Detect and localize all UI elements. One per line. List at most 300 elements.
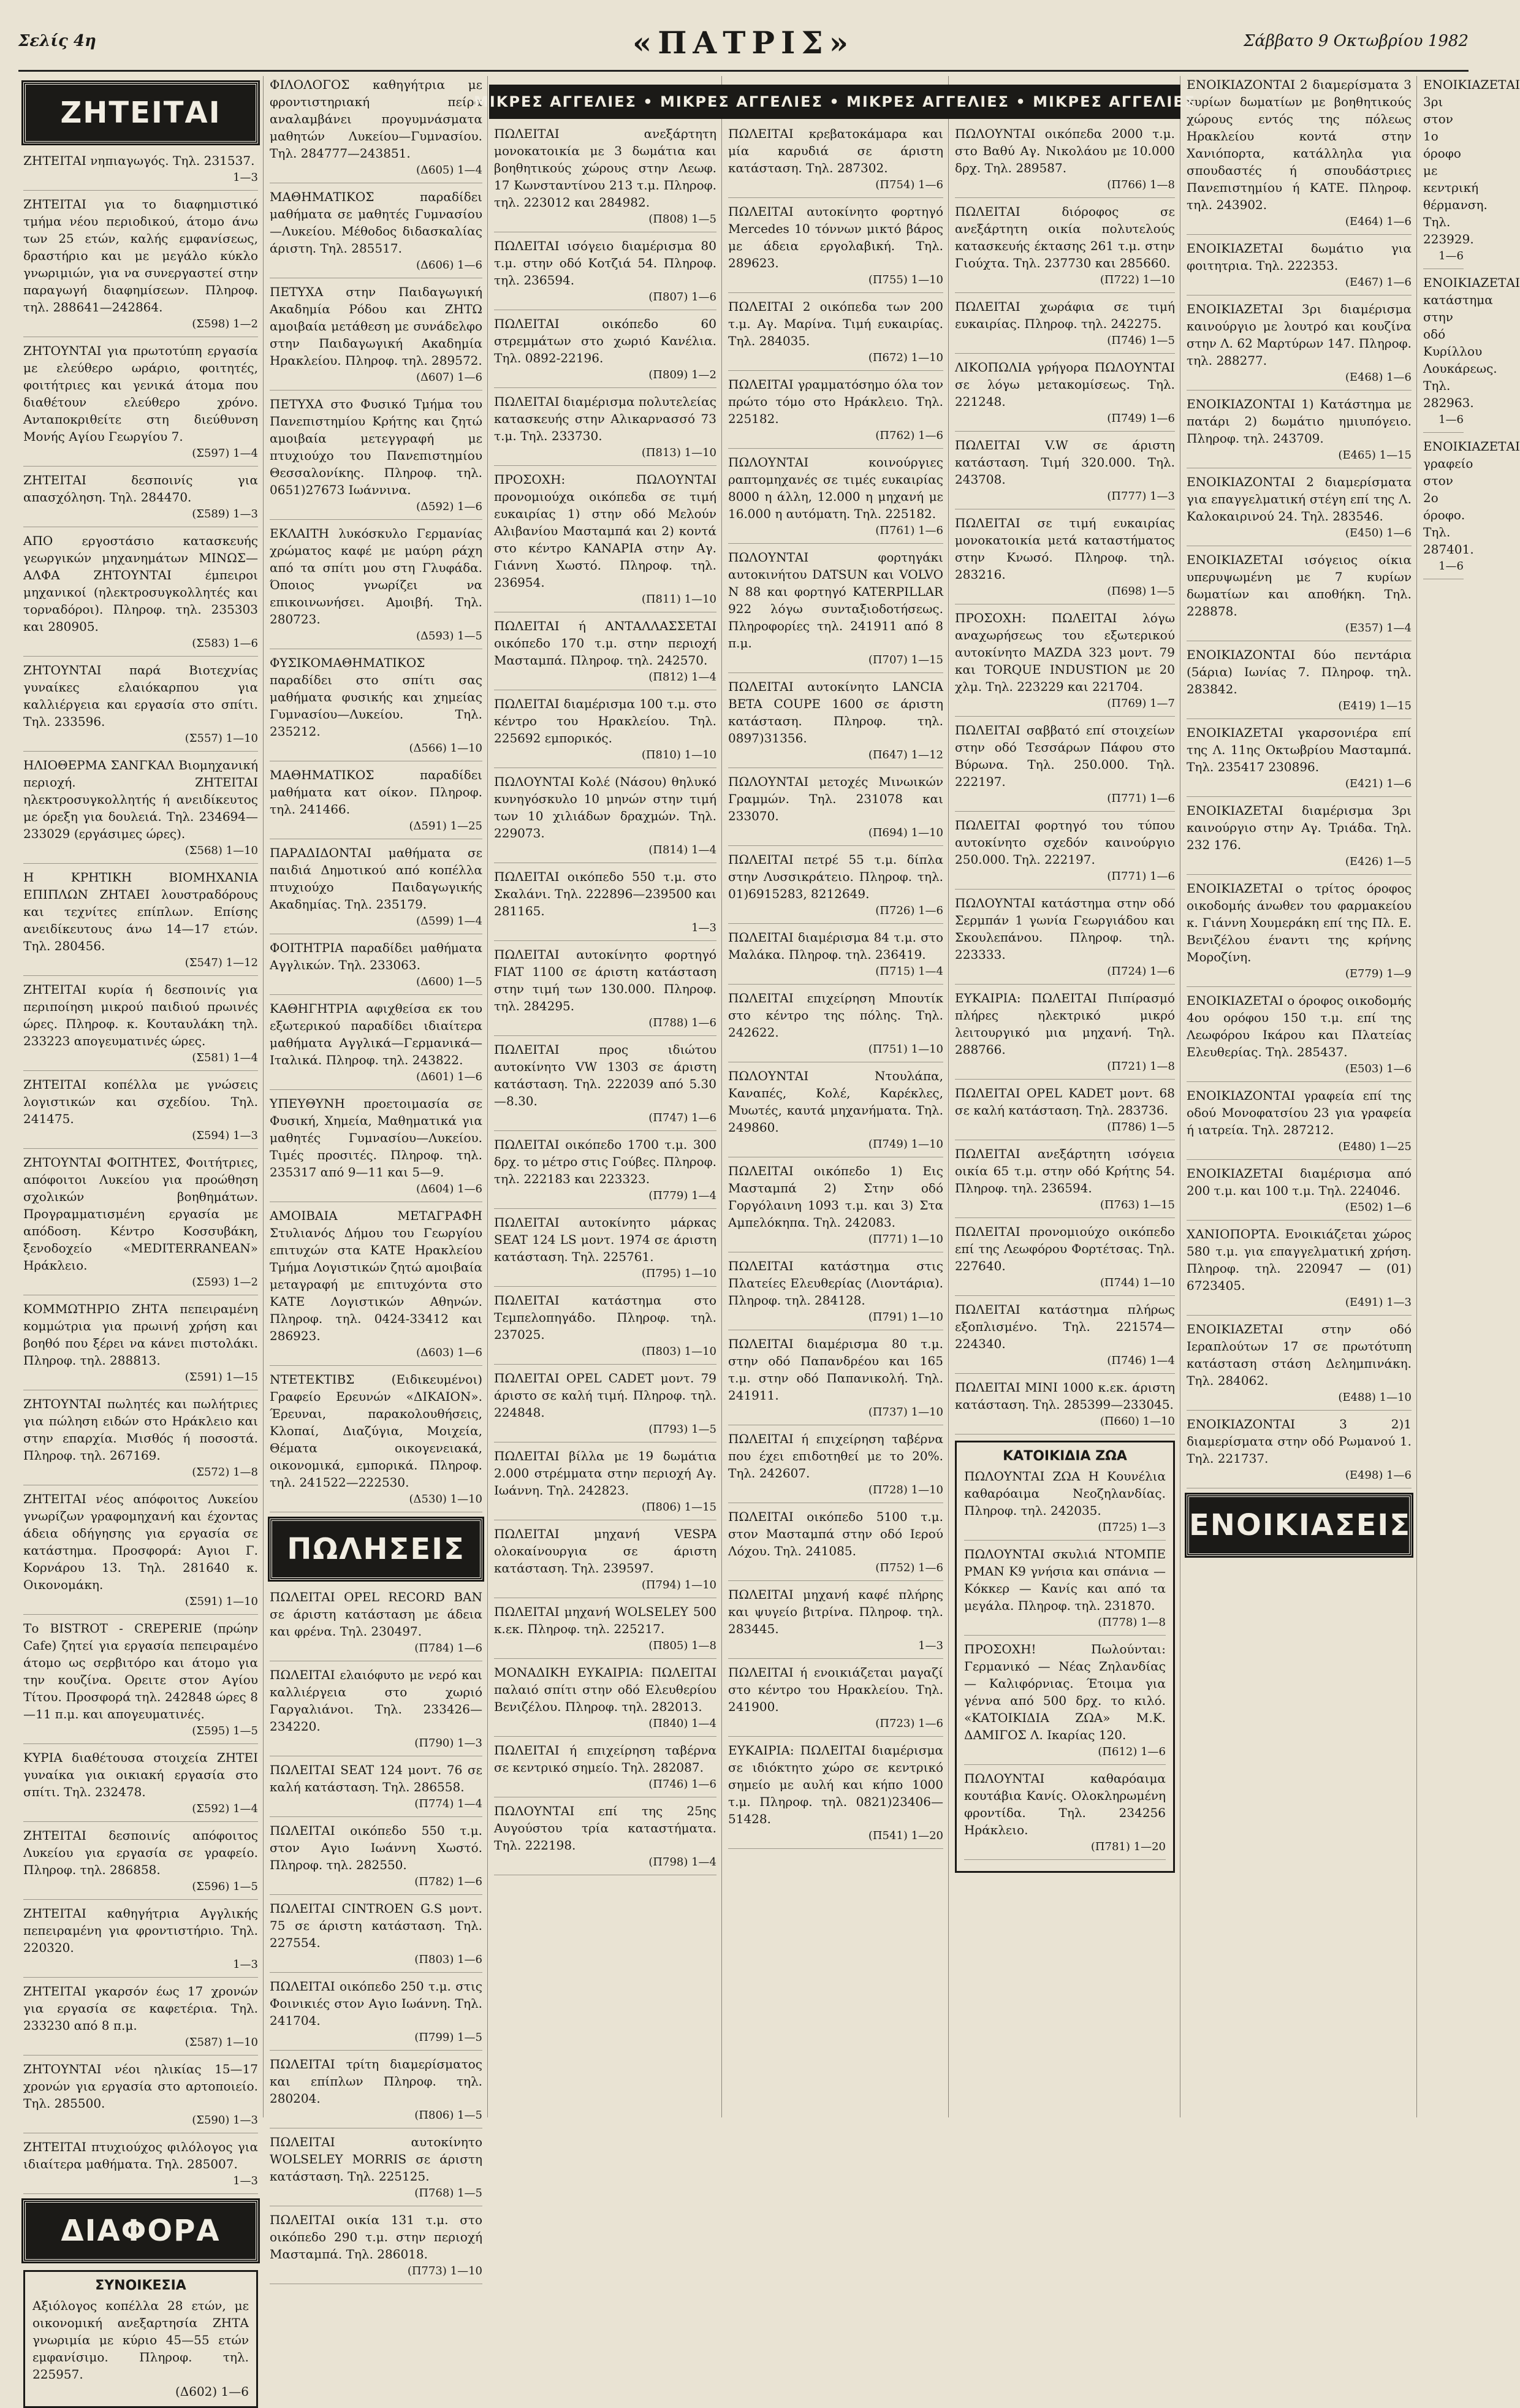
classified-ad: [494, 695, 716, 768]
ad-text: ΕΝΟΙΚΙΑΖΟΝΤΑΙ δύο πεντάρια (5άρια) Ιωνίας 7. Πληροφ. τηλ. 283842.: [1187, 647, 1412, 696]
classified-ad: [270, 76, 482, 183]
ad-text: ΚΑΘΗΓΗΤΡΙΑ αφιχθείσα εκ του εξωτερικού παραδίδει ιδιαίτερα μαθήματα Αγγλικά—Γερμανικά—Ιταλικά. Πληροφ. τηλ. 243822.: [270, 1001, 482, 1067]
ad-code: (Π813) 1—10: [641, 446, 716, 459]
ad-code: 1—3: [918, 1639, 943, 1652]
ad-text: ΗΛΙΟΘΕΡΜΑ ΣΑΝΓΚΑΛ Βιομηχανική περιοχή. ΖΗΤΕΙΤΑΙ ηλεκτροσυγκολλητής ή ανειδίκευτος με όρεξη για δουλειά. Τηλ. 234694—233029 (εργάσιμες ώρες).: [23, 758, 258, 841]
ad-text: ΖΗΤΕΙΤΑΙ δεσποινίς για απασχόληση. Τηλ. 284470.: [23, 473, 258, 505]
ad-text: ΠΩΛΟΥΝΤΑΙ κοινούργιες ραπτομηχανές σε τιμές ευκαιρίας 8000 η άλλη, 12.000 η μηχανή με 16.000 η αυτόματη. Τηλ. 225182.: [728, 455, 943, 521]
ad-text: ΠΩΛΕΙΤΑΙ οικόπεδο 1700 τ.μ. 300 δρχ. το μέτρο στις Γούβες. Πληροφ. τηλ. 222183 και 223323.: [494, 1137, 716, 1186]
ad-text: ΠΩΛΕΙΤΑΙ προνομιούχο οικόπεδο επί της Λεωφόρου Φορτέτσας. Τηλ. 227640.: [955, 1224, 1175, 1273]
ad-code: (Π773) 1—10: [407, 2265, 482, 2277]
classified-ad: [494, 1802, 716, 1875]
ad-text: ΕΝΟΙΚΙΑΖΕΤΑΙ διαμέρισμα από 200 τ.μ. και 100 τ.μ. Τηλ. 224046.: [1187, 1166, 1412, 1198]
ad-text: ΠΩΛΟΥΝΤΑΙ μετοχές Μινωικών Γραμμών. Τηλ. 231078 και 233070.: [728, 774, 943, 823]
ad-text: ΕΝΟΙΚΙΑΖΟΝΤΑΙ 1) Κατάστημα με πατάρι 2) δωμάτιο ημιυπόγειο. Πληροφ. τηλ. 243709.: [1187, 397, 1412, 446]
classified-ad: [728, 376, 943, 449]
ad-text: ΠΩΛΕΙΤΑΙ τρίτη διαμερίσματος και επίπλων Πληροφ. τηλ. 280204.: [270, 2057, 482, 2106]
ad-code: (Π793) 1—5: [648, 1423, 716, 1436]
ad-code: (Ε503) 1—6: [1345, 1062, 1412, 1075]
box-text: Αξιόλογος κοπέλλα 28 ετών, με οικονομική ανεξαρτησία ΖΗΤΑ γνωριμία με κύριο 45—55 ετών εμφανίσιμο. Πληροφ. τηλ. 225957.: [32, 2298, 249, 2382]
ad-code: (Π782) 1—6: [414, 1875, 482, 1888]
classified-ad: [23, 661, 258, 752]
ad-text: ΕΝΟΙΚΙΑΖΕΤΑΙ γκαρσονιέρα επί της Λ. 11ης Οκτωβρίου Μασταμπά. Τηλ. 235417 230896.: [1187, 725, 1412, 774]
ad-code: (Σ590) 1—3: [192, 2114, 258, 2127]
ad-code: (Π778) 1—8: [1098, 1616, 1166, 1629]
ad-code: (Ε498) 1—6: [1345, 1469, 1412, 1482]
classified-ad: [1187, 724, 1412, 797]
ad-code: (Π715) 1—4: [875, 965, 943, 978]
classified-ad: [23, 342, 258, 467]
classified-ad: [494, 1742, 716, 1797]
classified-ad: [494, 1603, 716, 1659]
ad-text: ΖΗΤΟΥΝΤΑΙ νέοι ηλικίας 15—17 χρονών για εργασία στο αρτοποιείο. Τηλ. 285500.: [23, 2062, 258, 2111]
classified-ad: [23, 1827, 258, 1900]
ad-code: (Σ593) 1—2: [192, 1276, 258, 1289]
classified-ad: [955, 298, 1175, 354]
classified-ad: [270, 1207, 482, 1366]
classified-ad: [494, 1370, 716, 1442]
ad-code: 1—3: [233, 2174, 258, 2187]
ad-text: ΠΩΛΕΙΤΑΙ μηχανή καφέ πλήρης και ψυγείο βιτρίνα. Πληροφ. τηλ. 283445.: [728, 1587, 943, 1636]
ad-text: ΦΟΙΤΗΤΡΙΑ παραδίδει μαθήματα Αγγλικών. Τηλ. 233063.: [270, 940, 482, 972]
ad-text: ΕΝΟΙΚΙΑΖΕΤΑΙ γραφείο στον 2ο όροφο. Τηλ. 287401.: [1423, 439, 1520, 557]
classified-ad: [955, 609, 1175, 717]
ad-text: ΠΩΛΕΙΤΑΙ ελαιόφυτο με νερό και καλλιέργεια στο χωριό Γαργαλιάνοι. Τηλ. 233426—234220.: [270, 1667, 482, 1734]
ad-text: ΕΝΟΙΚΙΑΖΕΤΑΙ δωμάτιο για φοιτητρια. Τηλ. 222353.: [1187, 241, 1412, 273]
classified-ad: [728, 773, 943, 846]
ad-text: ΠΕΤΥΧΑ στο Φυσικό Τμήμα του Πανεπιστημίου Κρήτης και ζητώ αμοιβαία μετεγγραφή με πτυχιούχο του Πανεπιστημίου Θεσσαλονίκης. Πληροφ. τηλ. 0651)27673 Ιωάννινα.: [270, 397, 482, 497]
ad-code: (Π747) 1—6: [648, 1111, 716, 1124]
ad-code: (Σ595) 1—5: [192, 1724, 258, 1737]
ad-code: (Π807) 1—6: [648, 291, 716, 303]
classified-ad: [270, 1095, 482, 1202]
ad-text: ΠΩΛΕΙΤΑΙ αυτοκίνητο φορτηγό FIAT 1100 σε άριστη κατάσταση στην τιμή των 130.000. Πληροφ. τηλ. 284295.: [494, 947, 716, 1013]
ad-code: (Π784) 1—6: [414, 1642, 482, 1655]
classified-ad: [23, 1154, 258, 1295]
classified-ad: [728, 1067, 943, 1157]
masthead: «ΠΑΤΡΙΣ»: [632, 25, 855, 61]
ad-text: ΠΩΛΕΙΤΑΙ διαμέρισμα 100 τ.μ. στο κέντρο του Ηρακλείου. Τηλ. 225692 εμπορικός.: [494, 696, 716, 745]
ad-text: ΜΑΘΗΜΑΤΙΚΟΣ παραδίδει μαθήματα κατ οίκον. Πληροφ. τηλ. 241466.: [270, 768, 482, 817]
ad-code: 1—6: [1438, 560, 1464, 573]
ad-text: ΠΩΛΕΙΤΑΙ οικόπεδο 250 τ.μ. στις Φοινικιές στον Αγιο Ιωάννη. Τηλ. 241704.: [270, 1979, 482, 2028]
ad-text: ΕΝΟΙΚΙΑΖΕΤΑΙ ισόγειος οίκια υπερυψωμένη με 7 κυρίων δωματίων και αποθήκη. Τηλ. 228878.: [1187, 552, 1412, 619]
ad-code: (Ε464) 1—6: [1345, 215, 1412, 228]
ad-code: (Π749) 1—10: [868, 1138, 943, 1151]
ad-code: (Π724) 1—6: [1107, 965, 1175, 978]
ad-code: (Π726) 1—6: [875, 904, 943, 917]
ad-code: (Π768) 1—5: [414, 2187, 482, 2200]
ad-text: ΖΗΤΕΙΤΑΙ νέος απόφοιτος Λυκείου γνωρίζων γραφομηχανή και έχοντας άδεια οδήγησης για εργασία σε κατάστημα. Προσφορά: Αγιοι Γ. Κορνάρου 13. Τηλ. 281640 κ. Οικονομάκη.: [23, 1492, 258, 1592]
ad-text: ΕΝΟΙΚΙΑΖΕΤΑΙ διαμέρισμα 3ρι καινούργιο στην Αγ. Τριάδα. Τηλ. 232 176.: [1187, 803, 1412, 852]
classified-ad: [270, 188, 482, 278]
ad-code: (Π647) 1—12: [868, 749, 943, 761]
page-number: Σελίς 4η: [18, 32, 96, 50]
ad-text: ΠΩΛΕΙΤΑΙ κατάστημα στις Πλατείες Ελευθερίας (Λιοντάρια). Πληροφ. τηλ. 284128.: [728, 1259, 943, 1308]
ad-code: (Π698) 1—5: [1107, 585, 1175, 598]
classified-ad: [23, 1749, 258, 1822]
classified-ad: [23, 1395, 258, 1485]
ad-code: (Σ589) 1—3: [192, 508, 258, 520]
classified-ad: [494, 471, 716, 612]
ad-text: ΖΗΤΟΥΝΤΑΙ ΦΟΙΤΗΤΕΣ, Φοιτήτριες, απόφοιτοι Λυκείου για προώθηση σχολικών βοηθημάτων. Προγραμματισμένη εργασία με απόδοση. Κέντρο Κοσσυβάκη, ξενοδοχείο «MEDITERRANEAN» Ηράκλειο.: [23, 1155, 258, 1273]
ad-text: ΠΩΛΕΙΤΑΙ οικόπεδο 5100 τ.μ. στον Μασταμπά στην οδό Ιερού Λόχου. Τηλ. 241085.: [728, 1509, 943, 1558]
ad-text: ΖΗΤΕΙΤΑΙ πτυχιούχος φιλόλογος για ιδιαίτερα μαθήματα. Τηλ. 285007.: [23, 2139, 258, 2171]
column-7: [1418, 76, 1520, 2117]
ad-code: (Ε426) 1—5: [1345, 855, 1412, 868]
ad-text: ΖΗΤΕΙΤΑΙ γκαρσόν έως 17 χρονών για εργασία σε καφετέρια. Τηλ. 233230 από 8 π.μ.: [23, 1984, 258, 2033]
ad-code: (Π746) 1—6: [648, 1778, 716, 1791]
ad-code: (Π762) 1—6: [875, 429, 943, 442]
ad-text: ΠΩΛΕΙΤΑΙ ΜΙΝΙ 1000 κ.εκ. άριστη κατάσταση. Τηλ. 285399—233045.: [955, 1380, 1175, 1412]
classified-ad: [23, 981, 258, 1071]
ad-code: (Σ591) 1—10: [184, 1595, 258, 1608]
ad-text: ΠΩΛΕΙΤΑΙ SEAT 124 μοντ. 76 σε καλή κατάσταση. Τηλ. 286558.: [270, 1762, 482, 1794]
classified-ad: [494, 1525, 716, 1598]
ad-code: (Ε419) 1—15: [1338, 699, 1412, 712]
ad-text: ΑΜΟΙΒΑΙΑ ΜΕΤΑΓΡΑΦΗ Στυλιανός Δήμου του Γεωργίου επιτυχών στα ΚΑΤΕ Ηρακλείου Τμήμα Λογιστικών ζητώ αμοιβαία μεταγραφή με επιτυχόντα στο ΚΑΤΕ Λογιστικών Αθηνών. Πληροφ. τηλ. 0424-33412 και 286923.: [270, 1208, 482, 1343]
classified-ad: [728, 851, 943, 924]
ad-text: ΕΝΟΙΚΙΑΖΕΤΑΙ κατάστημα στην οδό Κυρίλλου Λουκάρεως. Τηλ. 282963.: [1423, 275, 1520, 410]
ad-code: (Ε357) 1—4: [1345, 622, 1412, 634]
classified-ad: [1187, 880, 1412, 987]
ad-text: ΜΟΝΑΔΙΚΗ ΕΥΚΑΙΡΙΑ: ΠΩΛΕΙΤΑΙ παλαιό σπίτι στην οδό Ελευθερίου Βενιζέλου. Πληροφ. τηλ. 282013.: [494, 1665, 716, 1714]
classified-ad: [1187, 76, 1412, 235]
ad-code: (Π806) 1—15: [641, 1501, 716, 1514]
ad-code: (Δ530) 1—10: [409, 1493, 482, 1506]
ad-code: (Π763) 1—15: [1100, 1198, 1175, 1211]
classified-ad: [270, 1822, 482, 1895]
ad-text: ΠΩΛΕΙΤΑΙ κατάστημα στο Τεμπελοπηγάδο. Πληροφ. τηλ. 237025.: [494, 1293, 716, 1342]
ad-code: (Π805) 1—8: [648, 1639, 716, 1652]
ad-code: (Π840) 1—4: [648, 1717, 716, 1730]
classified-ad: [955, 1145, 1175, 1218]
ad-code: (Π755) 1—10: [868, 273, 943, 286]
ad-text: ΖΗΤΟΥΝΤΑΙ πωλητές και πωλήτριες για πώληση ειδών στο Ηράκλειο και στην επαρχία. Μισθός ή ποσοστά. Πληροφ. τηλ. 267169.: [23, 1396, 258, 1463]
ad-text: ΠΩΛΕΙΤΑΙ διαμέρισμα πολυτελείας κατασκευής στην Αλικαρνασσό 73 τ.μ. Τηλ. 233730.: [494, 394, 716, 443]
ad-code: (Π541) 1—20: [868, 1829, 943, 1842]
classified-ad: [955, 817, 1175, 890]
classified-ad: [728, 1586, 943, 1659]
classified-ad: [270, 283, 482, 391]
classified-ad: [1187, 395, 1412, 468]
ad-text: ΖΗΤΕΙΤΑΙ νηπιαγωγός. Τηλ. 231537.: [23, 153, 255, 168]
katoikidia-box: [955, 1441, 1175, 1873]
ad-code: (Σ597) 1—4: [192, 447, 258, 460]
ad-code: (Δ591) 1—25: [409, 820, 482, 833]
ad-text: ΠΩΛΕΙΤΑΙ διαμέρισμα 80 τ.μ. στην οδό Παπανδρέου και 165 τ.μ. στην οδό Παπανικολή. Τηλ. 241911.: [728, 1336, 943, 1403]
classified-ad: [270, 844, 482, 934]
ad-text: ΖΗΤΕΙΤΑΙ καθηγήτρια Αγγλικής πεπειραμένη για φροντιστήριο. Τηλ. 220320.: [23, 1906, 258, 1955]
ad-code: (Π746) 1—5: [1107, 334, 1175, 347]
classified-ad: [23, 2060, 258, 2133]
classified-ad: [955, 722, 1175, 812]
classified-ad: [1187, 551, 1412, 641]
ad-text: ΛΙΚΟΠΩΛΙΑ γρήγορα ΠΩΛΟΥΝΤΑΙ σε λόγω μετακομίσεως. Τηλ. 221248.: [955, 360, 1175, 409]
ad-code: (Π752) 1—6: [875, 1561, 943, 1574]
ad-code: (Π721) 1—8: [1107, 1060, 1175, 1073]
ad-text: ΠΩΛΕΙΤΑΙ αυτοκίνητο WOLSELEY MORRIS σε άριστη κατάσταση. Τηλ. 225125.: [270, 2135, 482, 2184]
ad-code: (Ε779) 1—9: [1345, 967, 1412, 980]
ad-text: ΠΩΛΕΙΤΑΙ ή επιχείρηση ταβέρνα που έχει επιδοτηθεί με το 20%. Τηλ. 242607.: [728, 1431, 943, 1480]
ad-code: (Ε467) 1—6: [1345, 276, 1412, 289]
ad-code: (Π771) 1—6: [1107, 870, 1175, 883]
ads-list: [270, 1588, 482, 2284]
classified-ad: [1187, 1320, 1412, 1411]
classified-ad: [955, 894, 1175, 985]
column-1: [18, 76, 264, 2399]
column-2: [265, 76, 488, 2277]
ad-code: (Δ593) 1—5: [416, 630, 482, 642]
ad-text: ΠΩΛΕΙΤΑΙ αυτοκίνητο φορτηγό Mercedes 10 τόννων μικτό βάρος με άδεια εργολαβική. Τηλ. 289623.: [728, 204, 943, 270]
ad-code: (Σ547) 1—12: [184, 956, 258, 969]
ad-text: ΠΩΛΕΙΤΑΙ ή ΑΝΤΑΛΛΑΣΣΕΤΑΙ οικόπεδο 170 τ.μ. στην περιοχή Μασταμπά. Πληροφ. τηλ. 242570.: [494, 619, 716, 668]
ad-text: ΠΩΛΕΙΤΑΙ βίλλα με 19 δωμάτια 2.000 στρέμματα στην περιοχή Αγ. Ιωάννη. Τηλ. 242823.: [494, 1449, 716, 1498]
classified-ad: [270, 2133, 482, 2206]
ad-code: (Σ572) 1—8: [192, 1466, 258, 1479]
ad-text: ΕΝΟΙΚΙΑΖΟΝΤΑΙ γραφεία επί της οδού Μονοφατσίου 23 για γραφεία ή ιατρεία. Τηλ. 287212.: [1187, 1088, 1412, 1137]
section-title-diafora: ΔΙΑΦΟΡΑ: [23, 2200, 258, 2261]
ad-text: ΠΩΛΕΙΤΑΙ OPEL RECORD BAN σε άριστη κατάσταση με άδεια και φρένα. Τηλ. 230497.: [270, 1590, 482, 1639]
ad-text: ΠΩΛΕΙΤΑΙ χωράφια σε τιμή ευκαιρίας. Πληροφ. τηλ. 242275.: [955, 299, 1175, 331]
classified-ad: [23, 532, 258, 657]
ad-code: (Σ594) 1—3: [192, 1129, 258, 1142]
classified-ad: [494, 617, 716, 690]
classified-ad: [23, 2138, 258, 2194]
classified-ad: [494, 315, 716, 388]
ad-text: ΠΩΛΕΙΤΑΙ οικόπεδο 550 τ.μ. στον Αγιο Ιωάννη Χωστό. Πληροφ. τηλ. 282550.: [270, 1823, 482, 1872]
ad-text: ΠΩΛΟΥΝΤΑΙ καθαρόαιμα κουτάβια Κανίς. Ολοκληρωμένη φροντίδα. Τηλ. 234256 Ηράκλειο.: [964, 1771, 1166, 1837]
classified-ad: [955, 203, 1175, 293]
classified-ad: [728, 1335, 943, 1425]
classified-ad: [270, 1371, 482, 1512]
ad-code: (Π672) 1—10: [868, 351, 943, 364]
ad-text: ΠΩΛΟΥΝΤΑΙ Ντουλάπα, Καναπές, Κολέ, Καρέκλες, Μυωτές, καυτά μηχανήματα. Τηλ. 249860.: [728, 1069, 943, 1135]
ad-text: ΠΩΛΟΥΝΤΑΙ οικόπεδα 2000 τ.μ. στο Βαθύ Αγ. Νικολάου με 10.000 δρχ. Τηλ. 289587.: [955, 126, 1175, 175]
ads-list: [494, 125, 716, 1875]
ad-code: (Π612) 1—6: [1098, 1745, 1166, 1758]
ad-code: (Σ596) 1—5: [192, 1880, 258, 1893]
ad-text: ΠΩΛΕΙΤΑΙ πετρέ 55 τ.μ. δίπλα στην Λυσσικράτειο. Πληροφ. τηλ. 01)6915283, 8212649.: [728, 852, 943, 901]
ad-code: (Π788) 1—6: [648, 1016, 716, 1029]
ad-code: (Σ568) 1—10: [184, 844, 258, 857]
classified-ad: [494, 868, 716, 941]
classified-ad: [494, 1041, 716, 1131]
ad-text: ΠΩΛΕΙΤΑΙ επιχείρηση Μπουτίκ στο κέντρο της πόλης. Τηλ. 242622.: [728, 991, 943, 1040]
ad-code: (Π660) 1—10: [1100, 1415, 1175, 1428]
ad-text: ΠΩΛΕΙΤΑΙ OPEL CADET μοντ. 79 άριστο σε καλή τιμή. Πληροφ. τηλ. 224848.: [494, 1371, 716, 1420]
classified-ad: [23, 1620, 258, 1744]
ad-code: (Π781) 1—20: [1090, 1840, 1166, 1853]
ad-code: (Π814) 1—4: [648, 844, 716, 856]
ad-text: ΠΩΛΕΙΤΑΙ οικόπεδο 1) Εις Μασταμπά 2) Στην οδό Γοργόλαινη 1093 τ.μ. και 3) Στα Αμπελόκηπα. Τηλ. 242083.: [728, 1164, 943, 1230]
classified-ad: [728, 1162, 943, 1252]
ad-text: ΚΥΡΙΑ διαθέτουσα στοιχεία ΖΗΤΕΙ γυναίκα για οικιακή εργασία στο σπίτι. Τηλ. 232478.: [23, 1750, 258, 1799]
classified-ad: [955, 1084, 1175, 1140]
ad-text: ΦΥΣΙΚΟΜΑΘΗΜΑΤΙΚΟΣ παραδίδει στο σπίτι σας μαθήματα φυσικής και χημείας Γυμνασίου—Λυκείου. Τηλ. 235212.: [270, 655, 482, 739]
ad-text: ΠΩΛΕΙΤΑΙ μηχανή VESPA ολοκαίνουργια σε άριστη κατάσταση. Τηλ. 239597.: [494, 1526, 716, 1575]
ad-code: (Π761) 1—6: [875, 524, 943, 537]
ad-code: (Σ581) 1—4: [192, 1051, 258, 1064]
ad-code: (Ε488) 1—10: [1338, 1391, 1412, 1404]
classified-ad: [23, 1076, 258, 1149]
ad-code: (Δ599) 1—4: [416, 915, 482, 928]
ad-text: ΑΠΟ εργοστάσιο κατασκευής γεωργικών μηχανημάτων ΜΙΝΩΣ—ΑΛΦΑ ΖΗΤΟΥΝΤΑΙ έμπειροι μηχανικοί (ηλεκτροσυγκολλητές και τορναδόροι). Πληροφ. τηλ. 235303 και 280905.: [23, 533, 258, 634]
classified-ad: [955, 359, 1175, 432]
ad-code: (Π744) 1—10: [1100, 1276, 1175, 1289]
classified-ad: [1423, 438, 1520, 579]
classified-ad: [1187, 802, 1412, 875]
ad-code: (Π790) 1—3: [414, 1737, 482, 1750]
ad-code: (Π766) 1—8: [1107, 178, 1175, 191]
diafora-box: [23, 2270, 258, 2408]
classified-ad: [1187, 1165, 1412, 1221]
classified-ad: [728, 929, 943, 985]
box-code: (Δ602) 1—6: [175, 2384, 249, 2399]
classified-ad: [23, 756, 258, 864]
ad-code: (Π791) 1—10: [868, 1311, 943, 1324]
ad-text: ΠΩΛΕΙΤΑΙ αυτοκίνητο LANCIA BETA COUPE 1600 σε άριστη κατάσταση. Πληροφ. τηλ. 0897)31356.: [728, 679, 943, 745]
ad-code: (Π811) 1—10: [641, 593, 716, 606]
ad-code: (Π751) 1—10: [868, 1043, 943, 1056]
classified-ad: [270, 1900, 482, 1973]
ad-code: (Π806) 1—5: [414, 2109, 482, 2122]
column-4: [723, 76, 949, 2117]
ad-text: ΠΩΛΕΙΤΑΙ φορτηγό του τύπου αυτοκίνητο σχεδόν καινούργιο 250.000. Τηλ. 222197.: [955, 818, 1175, 867]
classified-ad: [270, 2211, 482, 2284]
ad-text: ΠΩΛΕΙΤΑΙ V.W σε άριστη κατάσταση. Τιμή 320.000. Τηλ. 243708.: [955, 438, 1175, 487]
classified-ad: [23, 1300, 258, 1390]
classified-ad: [23, 869, 258, 976]
classified-ad: [270, 525, 482, 649]
ad-text: ΠΩΛΕΙΤΑΙ ανεξάρτητη μονοκατοικία με 3 δωμάτια και βοηθητικούς χώρους στην Λεωφ. 17 Κωνσταντίνου 213 τ.μ. Πληροφ. τηλ. 223012 και 284982.: [494, 126, 716, 210]
ad-code: (Π809) 1—2: [648, 368, 716, 381]
classified-ad: [1187, 1225, 1412, 1316]
classified-ad: [494, 1136, 716, 1209]
classified-ad: [270, 1978, 482, 2051]
column-5: [950, 76, 1180, 2117]
classified-ad: [964, 1468, 1166, 1541]
ad-code: (Π771) 1—10: [868, 1233, 943, 1246]
ad-text: Το BISTROT - CREPERIE (πρώην Cafe) ζητεί για εργασία πεπειραμένο άτομο ως σερβιτόρο και άτομο για την κουζίνα. Ορειτε στον Αγίου Τίτου. Προσφορά τηλ. 242848 ώρες 8—11 π.μ. και απογευματινές.: [23, 1621, 258, 1721]
ad-text: ΥΠΕΥΘΥΝΗ προετοιμασία σε Φυσική, Χημεία, Μαθηματικά για μαθητές Γυμνασίου—Λυκείου. Τιμές προσιτές. Πληροφ. τηλ. 235317 από 9—11 και 5—9.: [270, 1096, 482, 1179]
classified-ad: [728, 678, 943, 768]
ad-code: (Π795) 1—10: [641, 1267, 716, 1280]
ad-text: Η ΚΡΗΤΙΚΗ ΒΙΟΜΗΧΑΝΙΑ ΕΠΙΠΛΩΝ ΖΗΤΑΕΙ λουστραδόρους και τεχνίτες επίπλων. Επίσης ανειδίκευτους άνω 14—17 ετών. Τηλ. 280456.: [23, 870, 258, 953]
classified-ad: [494, 1447, 716, 1520]
ad-text: ΠΩΛΕΙΤΑΙ ή ενοικιάζεται μαγαζί στο κέντρο του Ηρακλείου. Τηλ. 241900.: [728, 1665, 943, 1714]
ad-code: (Δ566) 1—10: [409, 742, 482, 755]
classified-ad: [270, 654, 482, 761]
ad-text: ΕΝΟΙΚΙΑΖΕΤΑΙ ο τρίτος όροφος οικοδομής άνωθεν του φαρμακείου κ. Γιάννη Χουμεράκη επί της Πλ. Ε. Βενιζέλου έναντι της κρήνης Μοροζίνη.: [1187, 881, 1412, 964]
ad-text: ΠΩΛΟΥΝΤΑΙ ΖΩΑ Η Κουνέλια καθαρόαιμα Νεοζηλανδίας. Πληροφ. τηλ. 242035.: [964, 1469, 1166, 1518]
classified-ad: [955, 989, 1175, 1080]
classified-ad: [728, 1508, 943, 1581]
ad-code: (Δ606) 1—6: [416, 259, 482, 272]
classified-ad: [955, 1223, 1175, 1296]
ad-text: ΠΩΛΕΙΤΑΙ μηχανή WOLSELEY 500 κ.εκ. Πληροφ. τηλ. 225217.: [494, 1604, 716, 1636]
ad-code: (Π723) 1—6: [875, 1717, 943, 1730]
ad-code: (Π737) 1—10: [868, 1406, 943, 1419]
ad-text: ΖΗΤΕΙΤΑΙ κοπέλλα με γνώσεις λογιστικών και σχεδίου. Τηλ. 241475.: [23, 1077, 258, 1126]
classified-ad: [964, 1545, 1166, 1636]
ad-code: (Σ587) 1—10: [184, 2036, 258, 2049]
classified-ad: [23, 152, 258, 191]
classified-ad: [494, 1214, 716, 1287]
classified-ad: [955, 1301, 1175, 1374]
ad-text: ΠΕΤΥΧΑ στην Παιδαγωγική Ακαδημία Ρόδου και ΖΗΤΩ αμοιβαία μετάθεση με συνάδελφο στην Παιδαγωγική Ακαδημία Ηρακλείου. Πληροφ. τηλ. 289572.: [270, 284, 482, 368]
classified-ad: [1187, 646, 1412, 719]
ad-text: ΕΝΟΙΚΙΑΖΕΤΑΙ στην οδό Ιεραπλούτων 17 σε πρωτότυπη κατάσταση στάση Δελημπινάκη. Τηλ. 284062.: [1187, 1322, 1412, 1388]
classified-ad: [270, 1000, 482, 1090]
ad-text: ΕΥΚΑΙΡΙΑ: ΠΩΛΕΙΤΑΙ διαμέρισμα σε ιδιόκτητο χώρο σε κεντρικό σημείο με αυλή και κήπο 1000 τ.μ. Πληροφ. τηλ. 0821)23406—51428.: [728, 1743, 943, 1826]
ad-text: ΠΩΛΕΙΤΑΙ 2 οικόπεδα των 200 τ.μ. Αγ. Μαρίνα. Τιμή ευκαιρίας. Τηλ. 284035.: [728, 299, 943, 348]
ad-code: (Δ607) 1—6: [416, 371, 482, 384]
ad-text: ΖΗΤΕΙΤΑΙ κυρία ή δεσποινίς για περιποίηση μικρού παιδιού πρωινές ώρες. Πληροφ. κ. Κουταυλάκη τηλ. 233223 απογευματινές ώρες.: [23, 982, 258, 1048]
ad-code: (Π812) 1—4: [648, 671, 716, 684]
classified-ad: [1187, 1087, 1412, 1160]
ad-code: (Δ603) 1—6: [416, 1346, 482, 1359]
ad-code: (Π803) 1—6: [414, 1953, 482, 1966]
classified-ad: [964, 1770, 1166, 1860]
ad-code: (Ε468) 1—6: [1345, 371, 1412, 384]
classified-ad: [955, 436, 1175, 509]
ad-text: ΠΩΛΕΙΤΑΙ οικόπεδο 60 στρεμμάτων στο χωριό Κανέλια. Τηλ. 0892-22196.: [494, 316, 716, 365]
ad-code: (Π694) 1—10: [868, 826, 943, 839]
ad-code: (Π798) 1—4: [648, 1856, 716, 1869]
ad-code: (Π749) 1—6: [1107, 412, 1175, 425]
ad-text: ΕΝΟΙΚΙΑΖΟΝΤΑΙ 2 διαμερίσματα 3 κυρίων δωματίων με βοηθητικούς χώρους εντός της πόλεως Ηρακλείου κοντά στην Χανιόπορτα, κατάλληλα για σπουδαστές ή σπουδάστριες Πανεπιστημίου ή ΚΑΤΕ. Πληροφ. τηλ. 243902.: [1187, 77, 1412, 212]
ad-code: (Π786) 1—5: [1107, 1121, 1175, 1134]
ad-text: ΖΗΤΕΙΤΑΙ για το διαφημιστικό τμήμα νέου περιοδικού, άτομο άνω των 25 ετών, καλής εμφανίσεως, δραστήριο και με μεγάλο κύκλο γνωριμιών, για να συνεργαστεί στην παραγωγή διαφημίσεων. Πληροφ. τηλ. 288641—242864.: [23, 197, 258, 314]
classified-ad: [270, 1761, 482, 1817]
ad-code: (Π707) 1—15: [868, 653, 943, 666]
ad-code: (Π808) 1—5: [648, 213, 716, 226]
ad-code: (Ε465) 1—15: [1338, 449, 1412, 462]
section-title-zitoyntai: ΖΗΤΕΙΤΑΙ: [23, 82, 258, 143]
ad-code: (Δ600) 1—5: [416, 975, 482, 988]
classifieds-grid: [18, 76, 1520, 2399]
ad-code: (Σ583) 1—6: [192, 637, 258, 650]
classified-ad: [1187, 473, 1412, 546]
ad-code: 1—3: [691, 921, 716, 934]
classified-ad: [270, 1588, 482, 1661]
ad-code: (Ε421) 1—6: [1345, 777, 1412, 790]
ad-text: ΠΩΛΕΙΤΑΙ αυτοκίνητο μάρκας SEAT 124 LS μοντ. 1974 σε άριστη κατάσταση. Τηλ. 225761.: [494, 1215, 716, 1264]
ad-text: ΠΩΛΕΙΤΑΙ κατάστημα πλήρως εξοπλισμένο. Τηλ. 221574—224340.: [955, 1302, 1175, 1351]
classified-ad: [1187, 1415, 1412, 1488]
classified-ad: [494, 946, 716, 1036]
ad-text: ΠΩΛΕΙΤΑΙ διόροφος σε ανεξάρτητη οικία πολυτελούς κατασκευής έκτασης 261 τ.μ. στην Γιούχτα. Τηλ. 237730 και 285660.: [955, 204, 1175, 270]
classified-ad: [270, 939, 482, 995]
ad-text: ΠΩΛΕΙΤΑΙ σαββατό επί στοιχείων στην οδό Τεσσάρων Πάφου στο Βύρωνα. Τηλ. 250.000. Τηλ. 222197.: [955, 723, 1175, 789]
ad-code: (Ε450) 1—6: [1345, 527, 1412, 539]
classifieds-banner: ΜΙΚΡΕΣ ΑΓΓΕΛΙΕΣ • ΜΙΚΡΕΣ ΑΓΓΕΛΙΕΣ • ΜΙΚΡΕΣ ΑΓΓΕΛΙΕΣ • ΜΙΚΡΕΣ ΑΓΓΕΛΙΕΣ: [489, 85, 1180, 119]
section-title-enoikiaseis: ΕΝΟΙΚΙΑΣΕΙΣ: [1187, 1495, 1412, 1556]
ad-code: 1—3: [233, 1958, 258, 1971]
ads-list: [270, 76, 482, 1512]
ad-text: ΕΥΚΑΙΡΙΑ: ΠΩΛΕΙΤΑΙ Πιπίρασμό πλήρες ηλεκτρικό μικρό λειτουργικό μια μηχανή. Τηλ. 288766.: [955, 991, 1175, 1057]
ad-code: (Π774) 1—4: [414, 1797, 482, 1810]
ad-text: ΝΤΕΤΕΚΤΙΒΣ (Ειδικευμένοι) Γραφείο Ερευνών «ΔΙΚΑΙΟΝ». Έρευναι, παρακολουθήσεις, Κλοπαί, Διαζύγια, Μοιχεία, Θέματα οικογενειακά, οικονομικά, εμπορικά. Πληροφ. τηλ. 241522—222530.: [270, 1372, 482, 1490]
classified-ad: [270, 766, 482, 839]
classified-ad: [494, 1292, 716, 1365]
ad-code: (Π722) 1—10: [1100, 273, 1175, 286]
ad-text: ΠΡΟΣΟΧΗ: ΠΩΛΟΥΝΤΑΙ προνομιούχα οικόπεδα σε τιμή ευκαιρίας 1) στην οδό Μελούν Αλιβανίου Μασταμπά και 2) κοντά στο κέντρο ΚΑΝΑΡΙΑ στην Αγ. Γιάννη Χωστό. Πληροφ. τηλ. 236954.: [494, 472, 716, 590]
ad-text: ΠΩΛΕΙΤΑΙ οικόπεδο 550 τ.μ. στο Σκαλάνι. Τηλ. 222896—239500 και 281165.: [494, 869, 716, 918]
box-title: ΚΑΤΟΙΚΙΔΙΑ ΖΩΑ: [1003, 1449, 1127, 1464]
classified-ad: [1187, 992, 1412, 1082]
